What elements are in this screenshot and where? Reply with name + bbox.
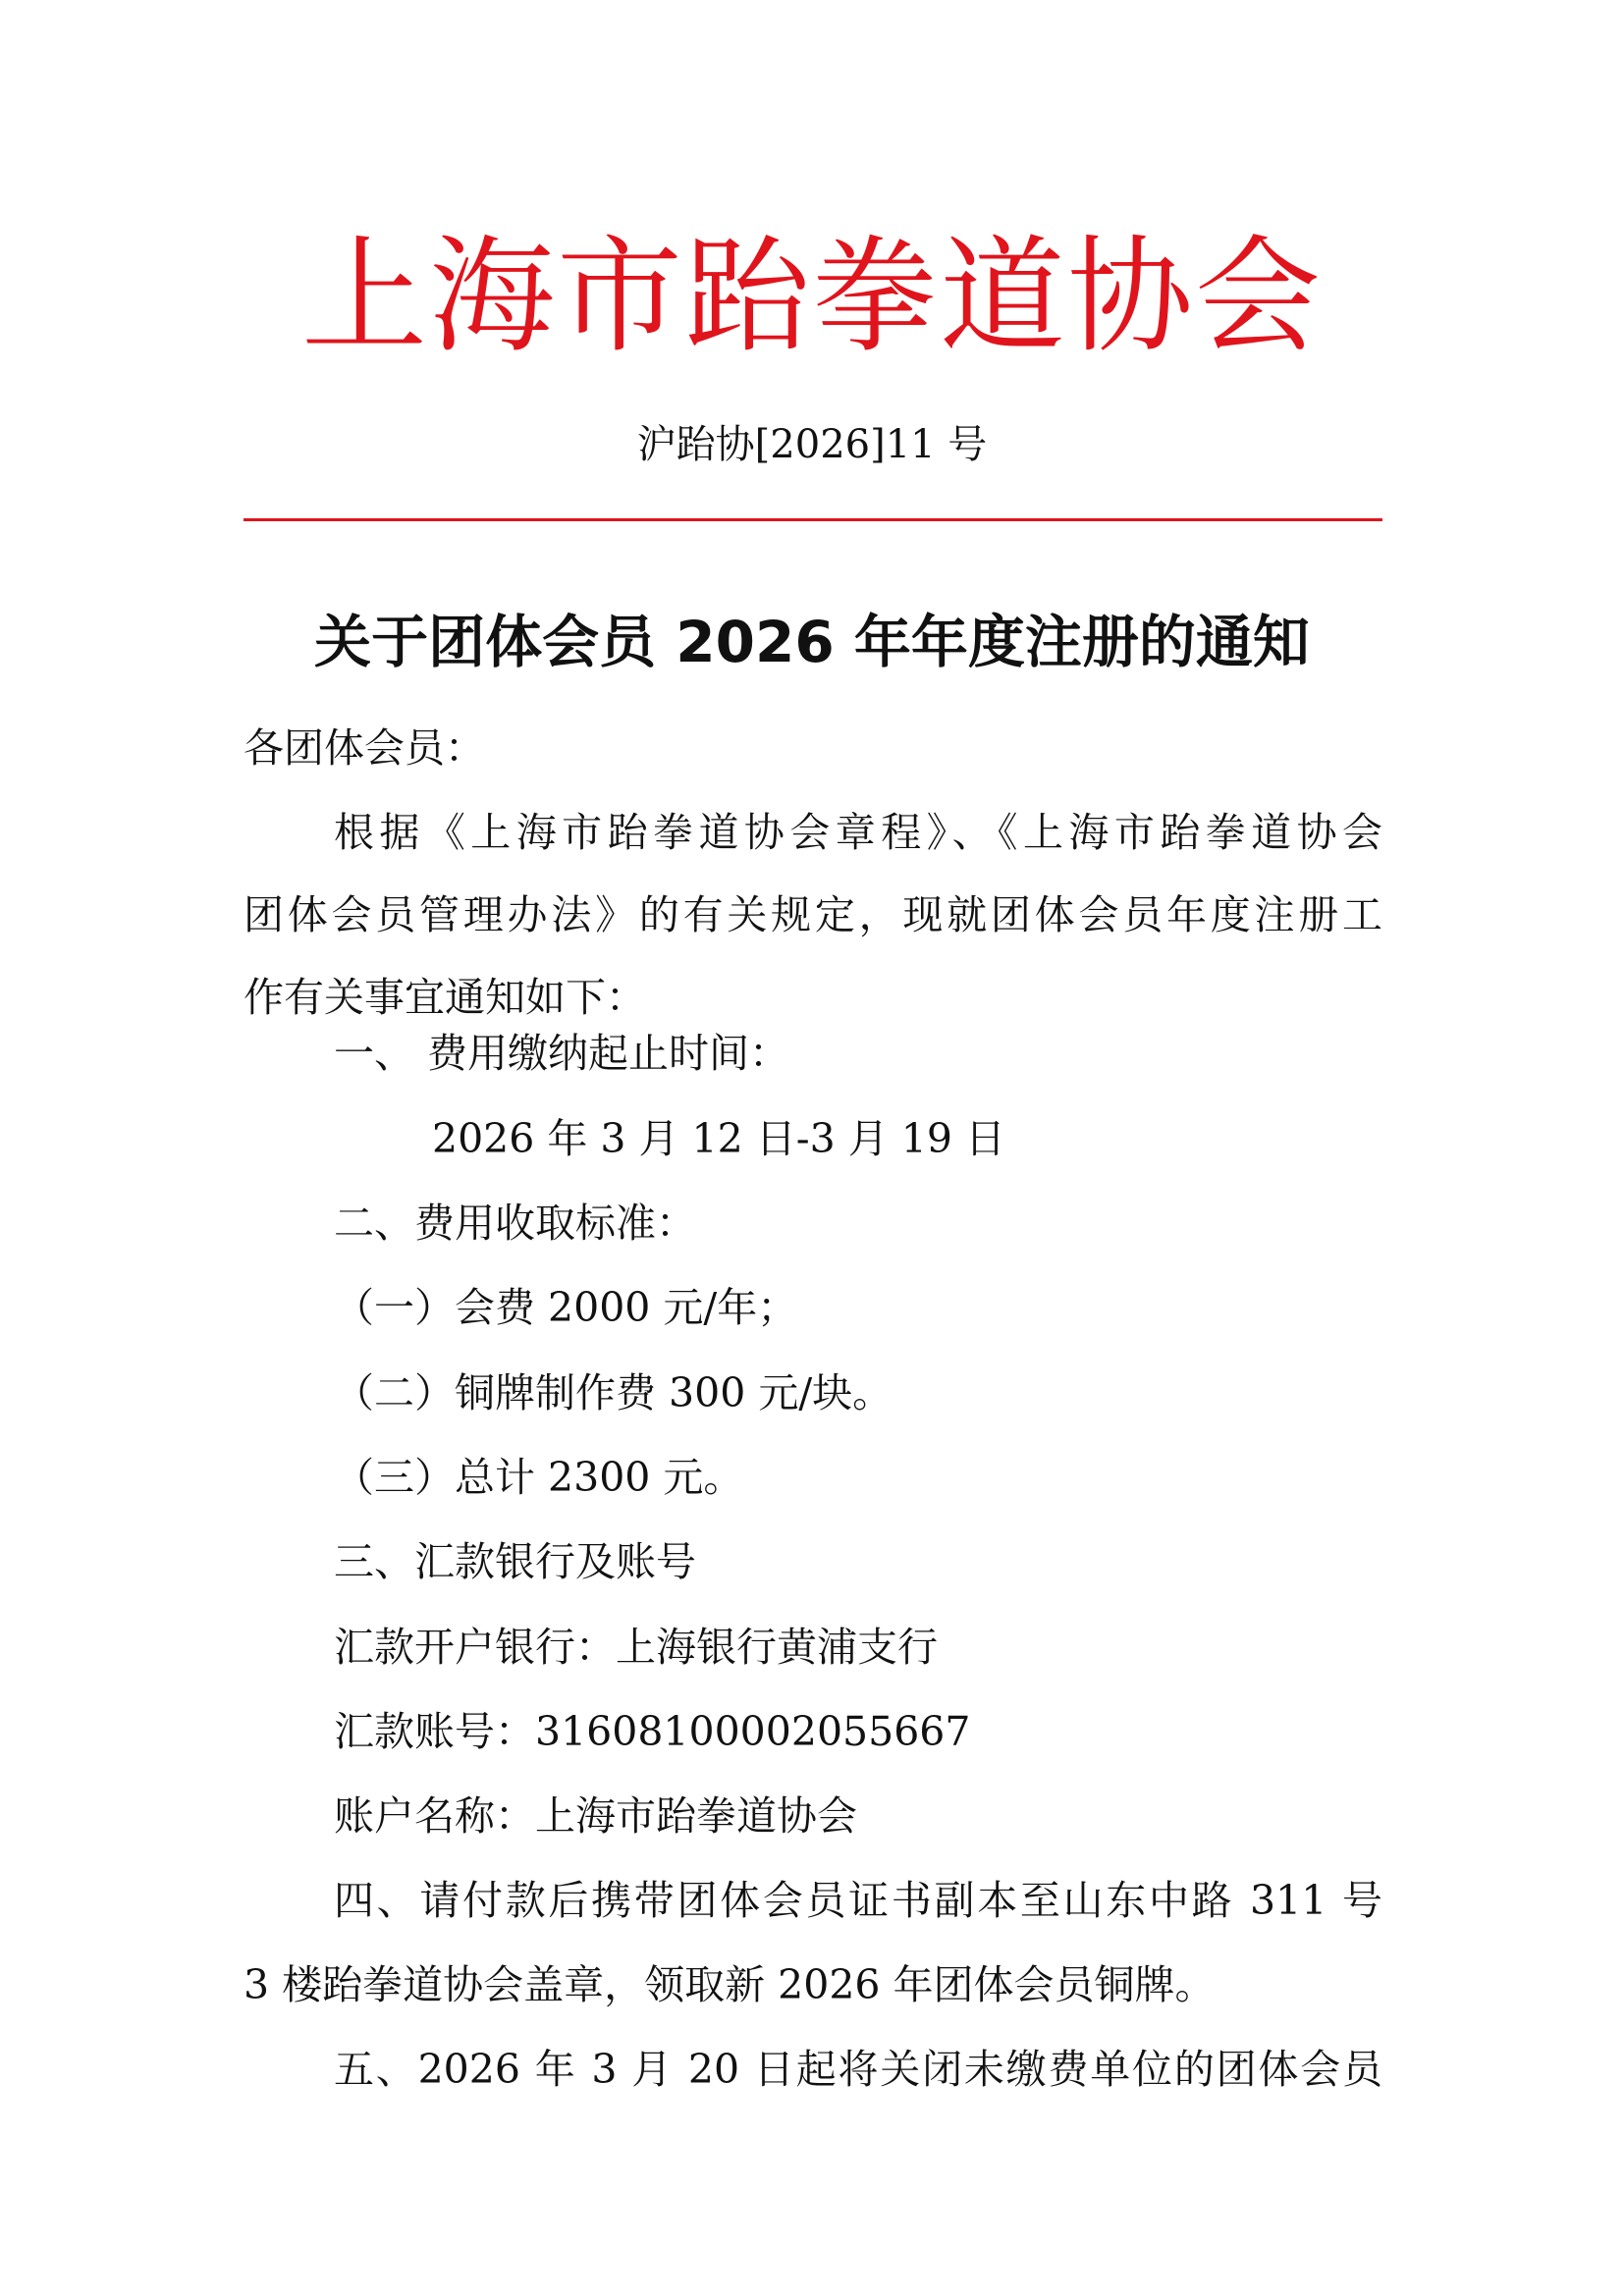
document-number: 沪跆协[2026]11 号 [636,422,988,467]
red-divider-line [244,518,1382,521]
section-2-heading: 二、费用收取标准： [334,1200,696,1247]
organization-masthead: 上海市跆拳道协会 [300,224,1323,370]
bank-name: 汇款开户银行：上海银行黄浦支行 [334,1624,938,1671]
fee-item-plaque: （二）铜牌制作费 300 元/块。 [334,1369,893,1416]
account-name: 账户名称：上海市跆拳道协会 [334,1792,857,1840]
section-1-heading: 一、 费用缴纳起止时间： [334,1030,790,1077]
intro-line-1: 根据《上海市跆拳道协会章程》、《上海市跆拳道协会 [334,809,1382,856]
intro-line-3: 作有关事宜通知如下： [244,974,646,1021]
fee-item-membership: （一）会费 2000 元/年； [334,1284,798,1331]
section-4-line-1: 四、请付款后携带团体会员证书副本至山东中路 311 号 [334,1877,1382,1924]
section-4-line-2: 3 楼跆拳道协会盖章，领取新 2026 年团体会员铜牌。 [244,1961,1216,2008]
fee-item-total: （三）总计 2300 元。 [334,1454,744,1501]
account-number: 汇款账号：31608100002055667 [334,1708,971,1755]
notice-title: 关于团体会员 2026 年年度注册的通知 [314,609,1310,675]
intro-line-2: 团体会员管理办法》的有关规定，现就团体会员年度注册工 [244,891,1382,938]
section-1-dates: 2026 年 3 月 12 日-3 月 19 日 [432,1115,1005,1162]
salutation: 各团体会员： [244,724,485,772]
section-5-line-1: 五、2026 年 3 月 20 日起将关闭未缴费单位的团体会员 [334,2046,1382,2093]
section-3-heading: 三、汇款银行及账号 [334,1538,696,1585]
